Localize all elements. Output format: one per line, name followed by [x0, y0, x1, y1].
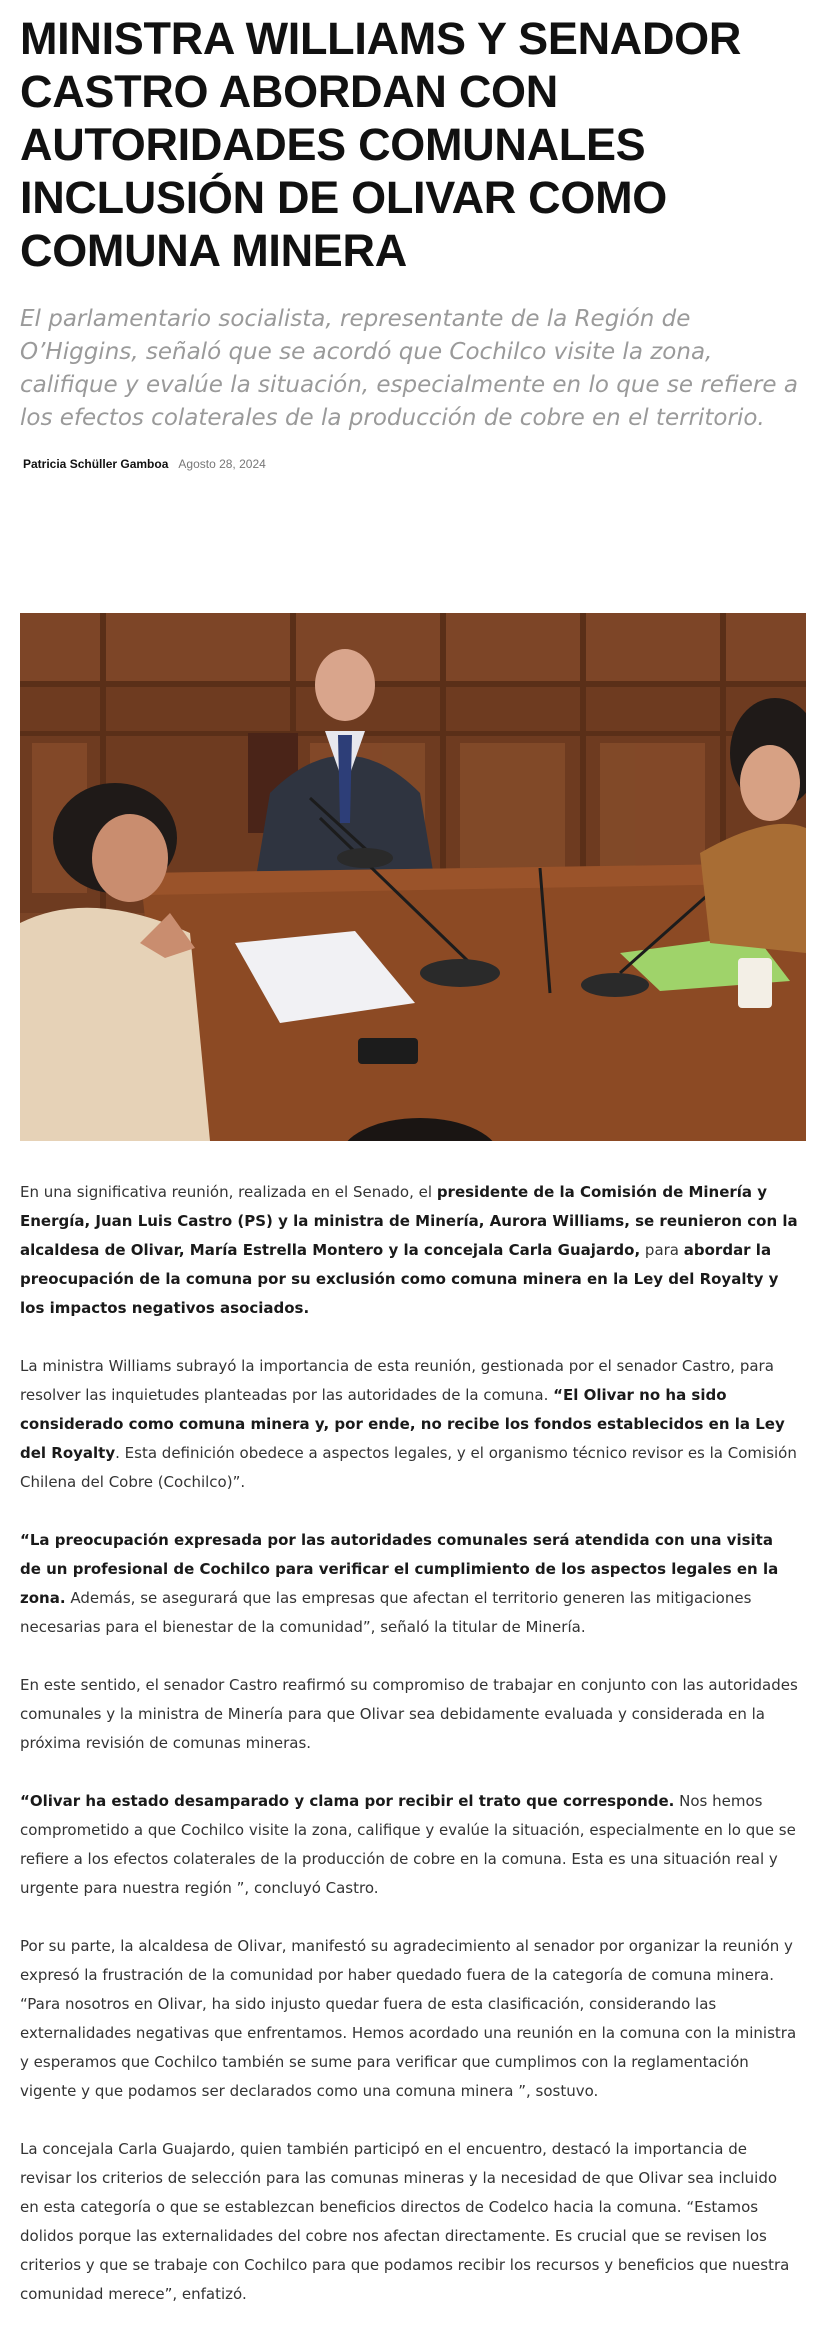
p2-strong-b: “El Olivar no ha sido considerado como comuna minera y, por ende, no recibe los fondos establecidos en la Ley del Royalty	[20, 1386, 785, 1462]
p3-strong-a: “La preocupación expresada por las autoridades comunales será atendida con una visita de un profesional de Cochilco para verificar el cumplimiento de los aspectos legales en la zona.	[20, 1531, 779, 1607]
p1-strong-b: presidente de la Comisión de Minería y Energía, Juan Luis Castro (PS) y la ministra de Minería, Aurora Williams, se reunieron con la alcaldesa de Olivar, María Estrella Montero y la concejala Carla Guajardo,	[20, 1183, 798, 1259]
p1-strong-d: abordar la preocupación de la comuna por su exclusión como comuna minera en la Ley del Royalty y los impactos negativos asociados.	[20, 1241, 779, 1317]
article	[0, 12, 819, 2309]
subtitle: El parlamentario socialista, representante de la Región de O’Higgins, señaló que se acordó que Cochilco visite la zona, califique y evalúe la situación, especialmente en lo que se refiere a los efectos colaterales de la producción de cobre en el territorio.	[20, 306, 798, 431]
p2-text-c: . Esta definición obedece a aspectos legales, y el organismo técnico revisor es la Comisión Chilena del Cobre (Cochilco)”.	[20, 1444, 797, 1491]
p5-text-b: Nos hemos comprometido a que Cochilco visite la zona, califique y evalúe la situación, especialmente en lo que se refiere a los efectos colaterales de la producción de cobre en la comuna. Esta es una situación real y urgente para nuestra región ”, concluyó Castro.	[20, 1792, 796, 1897]
paragraph-6: Por su parte, la alcaldesa de Olivar, manifestó su agradecimiento al senador por organizar la reunión y expresó la frustración de la comunidad por haber quedado fuera de la categoría de comuna minera. “Para nosotros en Olivar, ha sido injusto quedar fuera de esta clasificación, considerando las externalidades negativas que enfrentamos. Hemos acordado una reunión en la comuna con la ministra y esperamos que Cochilco también se sume para verificar que cumplimos con la reglamentación vigente y que podamos ser declarados como una comuna minera ”, sostuvo.	[20, 1937, 797, 2100]
paragraph-3	[20, 1526, 799, 1642]
publish-date: Agosto 28, 2024	[178, 457, 266, 471]
paragraph-5	[20, 1787, 799, 1903]
p5-strong-a: “Olivar ha estado desamparado y clama por recibir el trato que corresponde.	[20, 1792, 675, 1810]
p3-text-b: Además, se asegurará que las empresas que afectan el territorio generen las mitigaciones necesarias para el bienestar de la comunidad”, señaló la titular de Minería.	[20, 1589, 752, 1636]
meeting-photo-illustration	[20, 613, 806, 1141]
paragraph-1	[20, 1178, 799, 1323]
headline: MINISTRA WILLIAMS Y SENADOR CASTRO ABORDAN CON AUTORIDADES COMUNALES INCLUSIÓN DE OLIVAR COMO COMUNA MINERA	[20, 13, 742, 276]
p1-text-c: para	[640, 1241, 684, 1259]
article-body	[20, 1178, 799, 2309]
paragraph-7: La concejala Carla Guajardo, quien también participó en el encuentro, destacó la importancia de revisar los criterios de selección para las comunas mineras y la necesidad de que Olivar sea incluido en esta categoría o que se establezcan beneficios directos de Codelco hacia la comuna. “Estamos dolidos porque las externalidades del cobre nos afectan directamente. Es crucial que se revisen los criterios y que se trabaje con Cochilco para que podamos recibir los recursos y beneficios que nuestra comunidad merece”, enfatizó.	[20, 2140, 790, 2303]
p1-text-a: En una significativa reunión, realizada en el Senado, el	[20, 1183, 437, 1201]
byline	[20, 455, 799, 473]
paragraph-2	[20, 1352, 799, 1497]
article-photo	[20, 613, 806, 1141]
p2-text-a: La ministra Williams subrayó la importancia de esta reunión, gestionada por el senador Castro, para resolver las inquietudes planteadas por las autoridades de la comuna.	[20, 1357, 774, 1404]
paragraph-4: En este sentido, el senador Castro reafirmó su compromiso de trabajar en conjunto con las autoridades comunales y la ministra de Minería para que Olivar sea debidamente evaluada y considerada en la próxima revisión de comunas mineras.	[20, 1676, 798, 1752]
author-name[interactable]: Patricia Schüller Gamboa	[23, 457, 169, 471]
